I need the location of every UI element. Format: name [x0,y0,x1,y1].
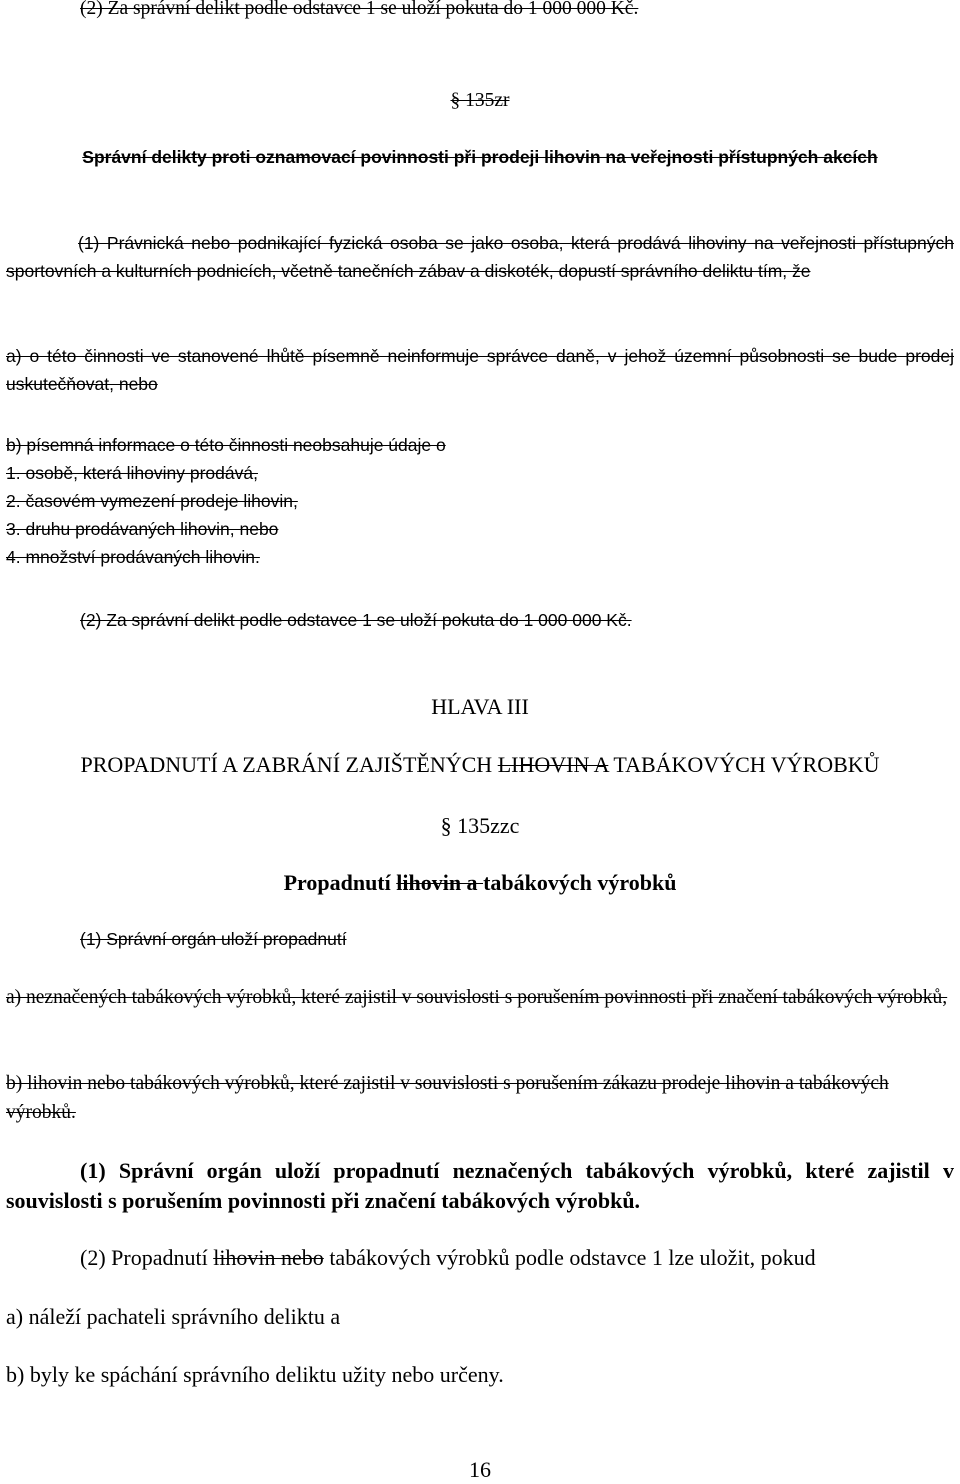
paragraph-2-135zr: (2) Za správní delikt podle odstavce 1 se uloží pokuta do 1 000 000 Kč. [80,610,632,630]
hlava-title-post: TABÁKOVÝCH VÝROBKŮ [608,752,880,777]
item-a-135zzc: a) náleží pachateli správního deliktu a [6,1304,341,1329]
page-number: 16 [469,1457,491,1482]
paragraph-2-135zzc [80,1243,954,1272]
title-post: tabákových výrobků [483,870,677,895]
item-b-135zr [6,431,954,571]
title-pre: Propadnutí [283,870,397,895]
item-b-135zzc: b) byly ke spáchání správního deliktu užity nebo určeny. [6,1362,504,1387]
section-title-135zr: Správní delikty proti oznamovací povinnosti při prodeji lihovin na veřejnosti přístupných akcích [82,147,878,167]
new-paragraph-1: (1) Správní orgán uloží propadnutí neznačených tabákových výrobků, které zajistil v souvislosti s porušením povinnosti při značení tabákových výrobků. [6,1158,954,1213]
old-item-b: b) lihovin nebo tabákových výrobků, které zajistil v souvislosti s porušením zákazu prodeje lihovin a tabákových výrobků. [6,1073,889,1123]
p2-post: tabákových výrobků podle odstavce 1 lze uložit, pokud [323,1245,816,1270]
p2-pre: (2) Propadnutí [80,1245,214,1270]
old-paragraph-1: (1) Správní orgán uloží propadnutí [80,929,347,949]
item-b-1: 1. osobě, která lihoviny prodává, [6,463,258,483]
hlava-title-struck: LIHOVIN A [497,752,609,777]
paragraph-1-135zr: (1) Právnická nebo podnikající fyzická osoba se jako osoba, která prodává lihoviny na veřejnosti přístupných sportovních a kulturních podnicích, včetně tanečních zábav a diskoték, dopustí správního deliktu tím, že [6,233,954,281]
hlava-title [6,750,954,779]
top-cut-line: (2) Za správní delikt podle odstavce 1 se uloží pokuta do 1 000 000 Kč. [80,0,639,19]
item-b-3: 3. druhu prodávaných lihovin, nebo [6,519,279,539]
hlava-label: HLAVA III [431,694,529,719]
section-number-135zr: § 135zr [450,90,510,111]
hlava-title-pre: PROPADNUTÍ A ZABRÁNÍ ZAJIŠTĚNÝCH [80,752,498,777]
item-a-135zr: a) o této činnosti ve stanovené lhůtě písemně neinformuje správce daně, v jehož územní působnosti se bude prodej uskutečňovat, nebo [6,346,954,394]
item-b-lead: b) písemná informace o této činnosti neobsahuje údaje o [6,435,446,455]
section-title-135zzc [6,868,954,897]
title-struck: lihovin a [396,870,484,895]
item-b-4: 4. množství prodávaných lihovin. [6,547,260,567]
p2-struck: lihovin nebo [213,1245,324,1270]
old-item-a: a) neznačených tabákových výrobků, které zajistil v souvislosti s porušením povinnosti při značení tabákových výrobků, [6,987,948,1008]
item-b-2: 2. časovém vymezení prodeje lihovin, [6,491,298,511]
section-number-135zzc: § 135zzc [440,813,520,838]
